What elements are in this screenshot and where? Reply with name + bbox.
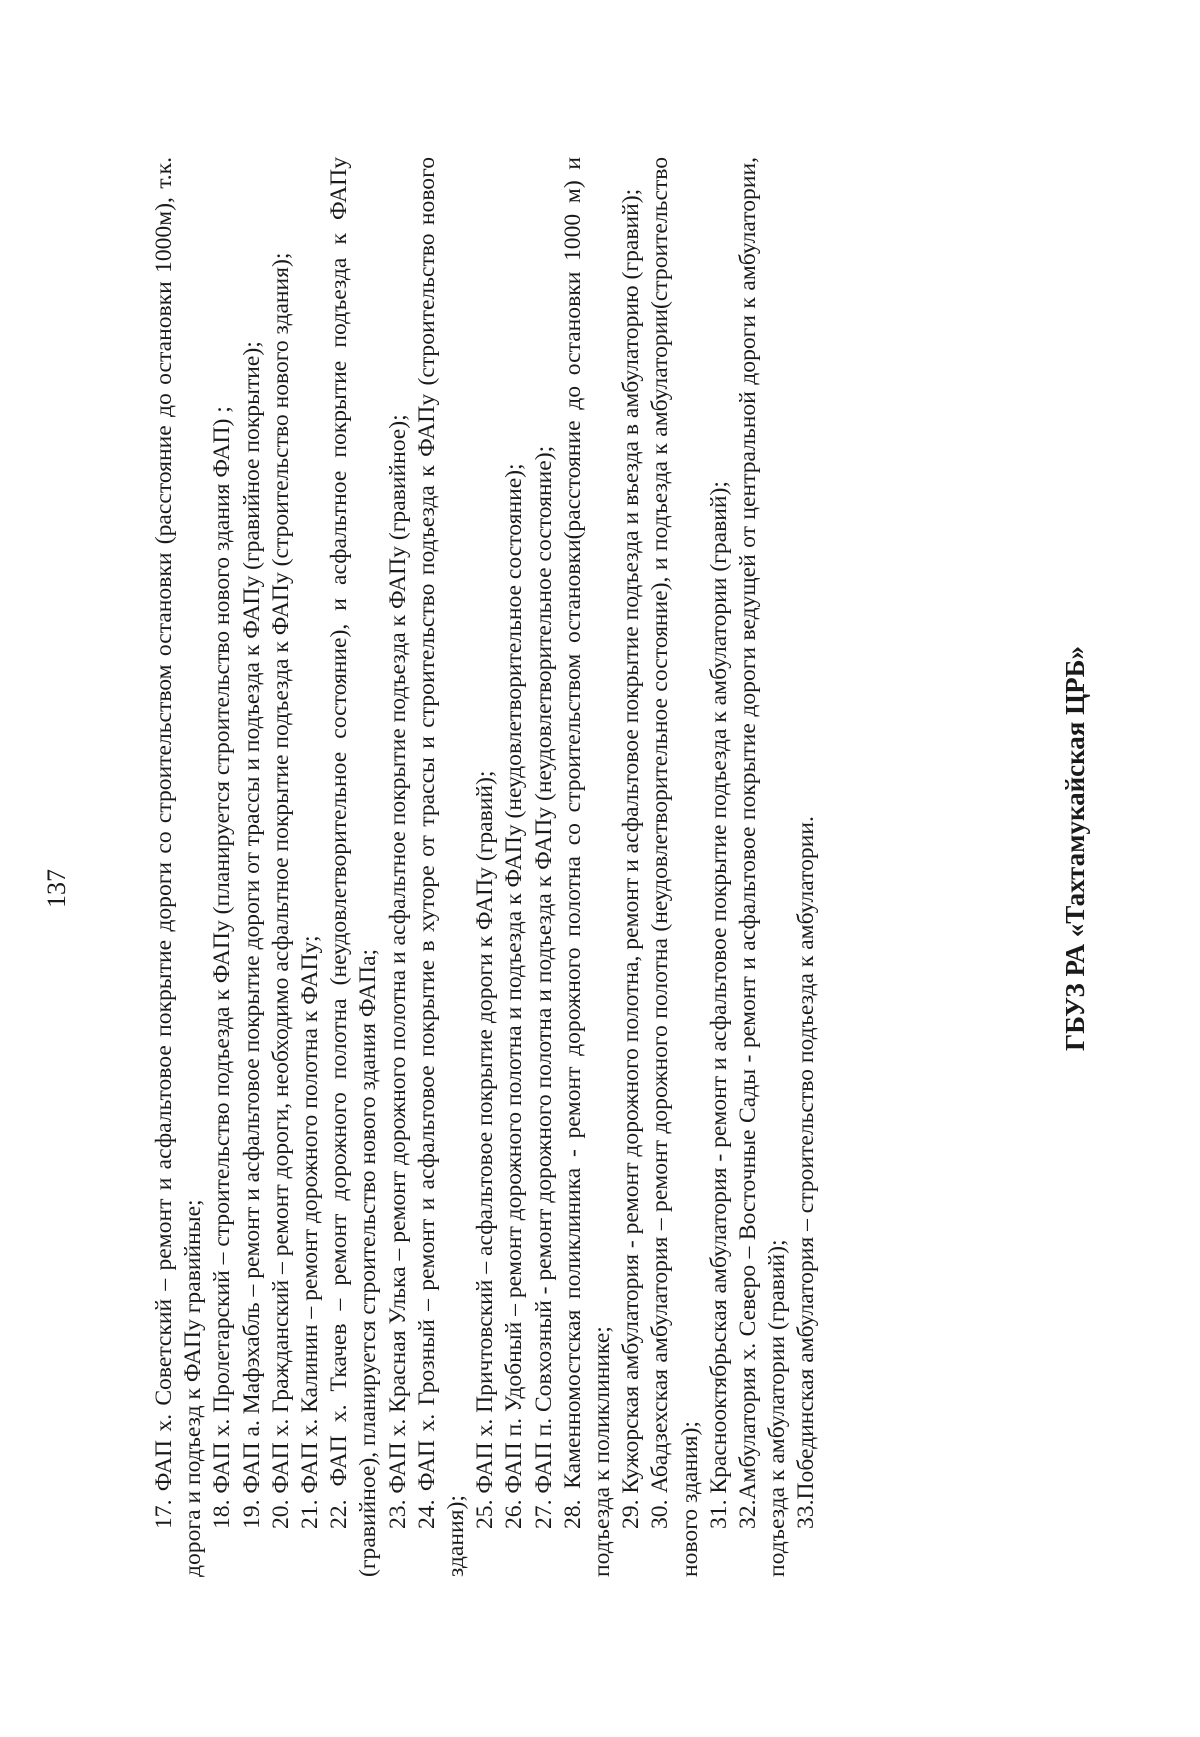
list-item: 28. Каменномостская поликлиника - ремонт дорожного полотна со строительством остановки(расстояние до остановки 1000 м) и подъезда к поликлинике; — [559, 157, 616, 1577]
section-heading: ГБУЗ РА «Тахтамукайская ЦРБ» — [1060, 646, 1090, 1052]
list-item: 24. ФАП х. Грозный – ремонт и асфальтовое покрытие в хуторе от трассы и строительство подъезда к ФАПу (строительство нового здания); — [413, 157, 470, 1577]
list-item: 32.Амбулатория х. Северо – Восточные Сады - ремонт и асфальтовое покрытие дороги ведущей от центральной дороги к амбулатории, подъезда к амбулатории (гравий); — [735, 157, 791, 1577]
list-item: 31. Краснооктябрьская амбулатория - ремонт и асфальтовое покрытие подъезда к амбулатории (гравий); — [705, 481, 732, 1529]
list-item: 22. ФАП х. Ткачев – ремонт дорожного полотна (неудовлетворительное состояние), и асфальтное покрытие подъезда к ФАПу (гравийное), планируется строительство нового здания ФАПа; — [326, 157, 382, 1577]
list-item: 21. ФАП х. Калинин – ремонт дорожного полотна к ФАПу; — [297, 935, 324, 1529]
list-item: 26. ФАП п. Удобный – ремонт дорожного полотна и подъезда к ФАПу (неудовлетворительное состояние); — [501, 463, 528, 1529]
list-item: 27. ФАП п. Совхозный - ремонт дорожного полотна и подъезда к ФАПу (неудовлетворительное состояние); — [530, 445, 557, 1529]
list-item: 17. ФАП х. Советский – ремонт и асфальтовое покрытие дороги со строительством остановки (расстояние до остановки 1000м), т.к. дорога и подъезд к ФАПу гравийные; — [151, 157, 207, 1577]
body-text — [150, 157, 822, 1577]
list-item: 30. Абадзехская амбулатория – ремонт дорожного полотна (неудовлетворительное состояние), и подъезда к амбулатории(строительство нового здания); — [647, 157, 703, 1577]
list-item: 23. ФАП х. Красная Улька – ремонт дорожного полотна и асфальтное покрытие подъезда к ФАПу (гравийное); — [384, 414, 411, 1529]
list-item: 33.Побединская амбулатория – строительство подъезда к амбулатории. — [793, 816, 820, 1529]
list-item: 29. Кужорская амбулатория - ремонт дорожного полотна, ремонт и асфальтовое покрытие подъезда и въезда в амбулаторию (гравий); — [618, 188, 645, 1529]
list-item: 19. ФАП а. Мафэхабль – ремонт и асфальтовое покрытие дороги от трассы и подъезда к ФАПу (гравийное покрытие); — [238, 341, 265, 1529]
page-number: 137 — [42, 869, 71, 908]
list-item: 20. ФАП х. Гражданский – ремонт дороги, необходимо асфальтное покрытие подъезда к ФАПу (строительство нового здания); — [267, 252, 294, 1529]
list-item: 25. ФАП х. Причтовский – асфальтовое покрытие дороги к ФАПу (гравий); — [472, 770, 499, 1529]
list-item: 18. ФАП х. Пролетарский – строительство подъезда к ФАПу (планируется строительство нового здания ФАП) ; — [209, 406, 236, 1529]
